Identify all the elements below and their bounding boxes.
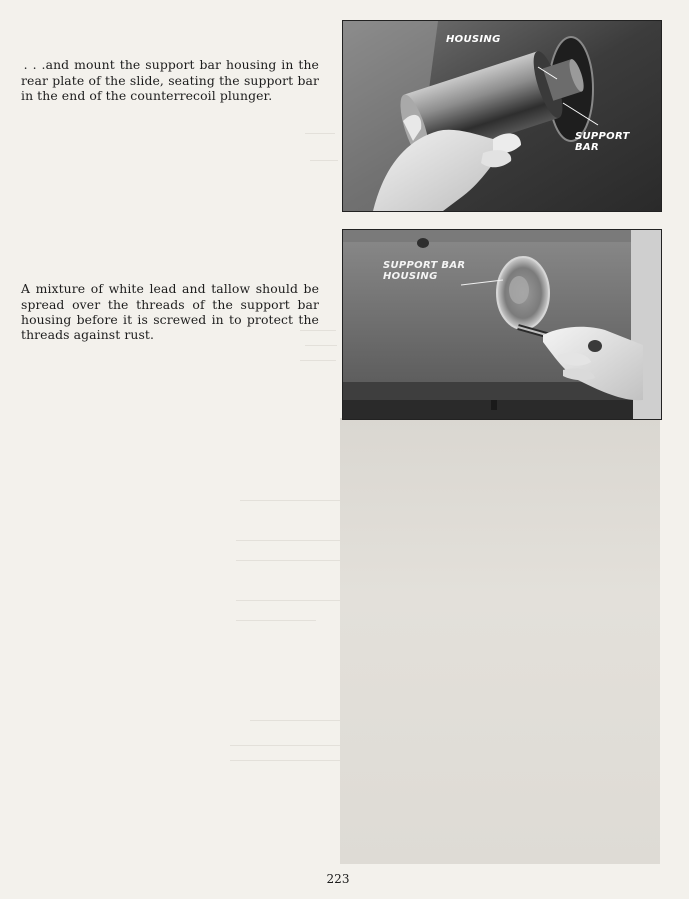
photo-support-bar-housing-illustration xyxy=(343,230,661,419)
label-support-bar: SUPPORT BAR xyxy=(575,131,630,153)
label-housing: HOUSING xyxy=(446,34,501,45)
photo-housing-and-support-bar xyxy=(342,20,662,212)
label-support-bar-housing: SUPPORT BAR HOUSING xyxy=(383,260,466,282)
caption-white-lead-tallow: A mixture of white lead and tallow should be spread over the threads of the support bar housing before it is screwed in to protect the threads against rust. xyxy=(21,281,319,342)
caption-mount-support-bar: . . .and mount the support bar housing in the rear plate of the slide, seating the support bar in the end of the counterrecoil plunger. xyxy=(21,57,319,103)
photo-support-bar-housing xyxy=(342,229,662,420)
page-number: 223 xyxy=(326,872,350,886)
bleed-through-shading xyxy=(340,418,660,864)
photo-housing-illustration xyxy=(343,21,661,211)
